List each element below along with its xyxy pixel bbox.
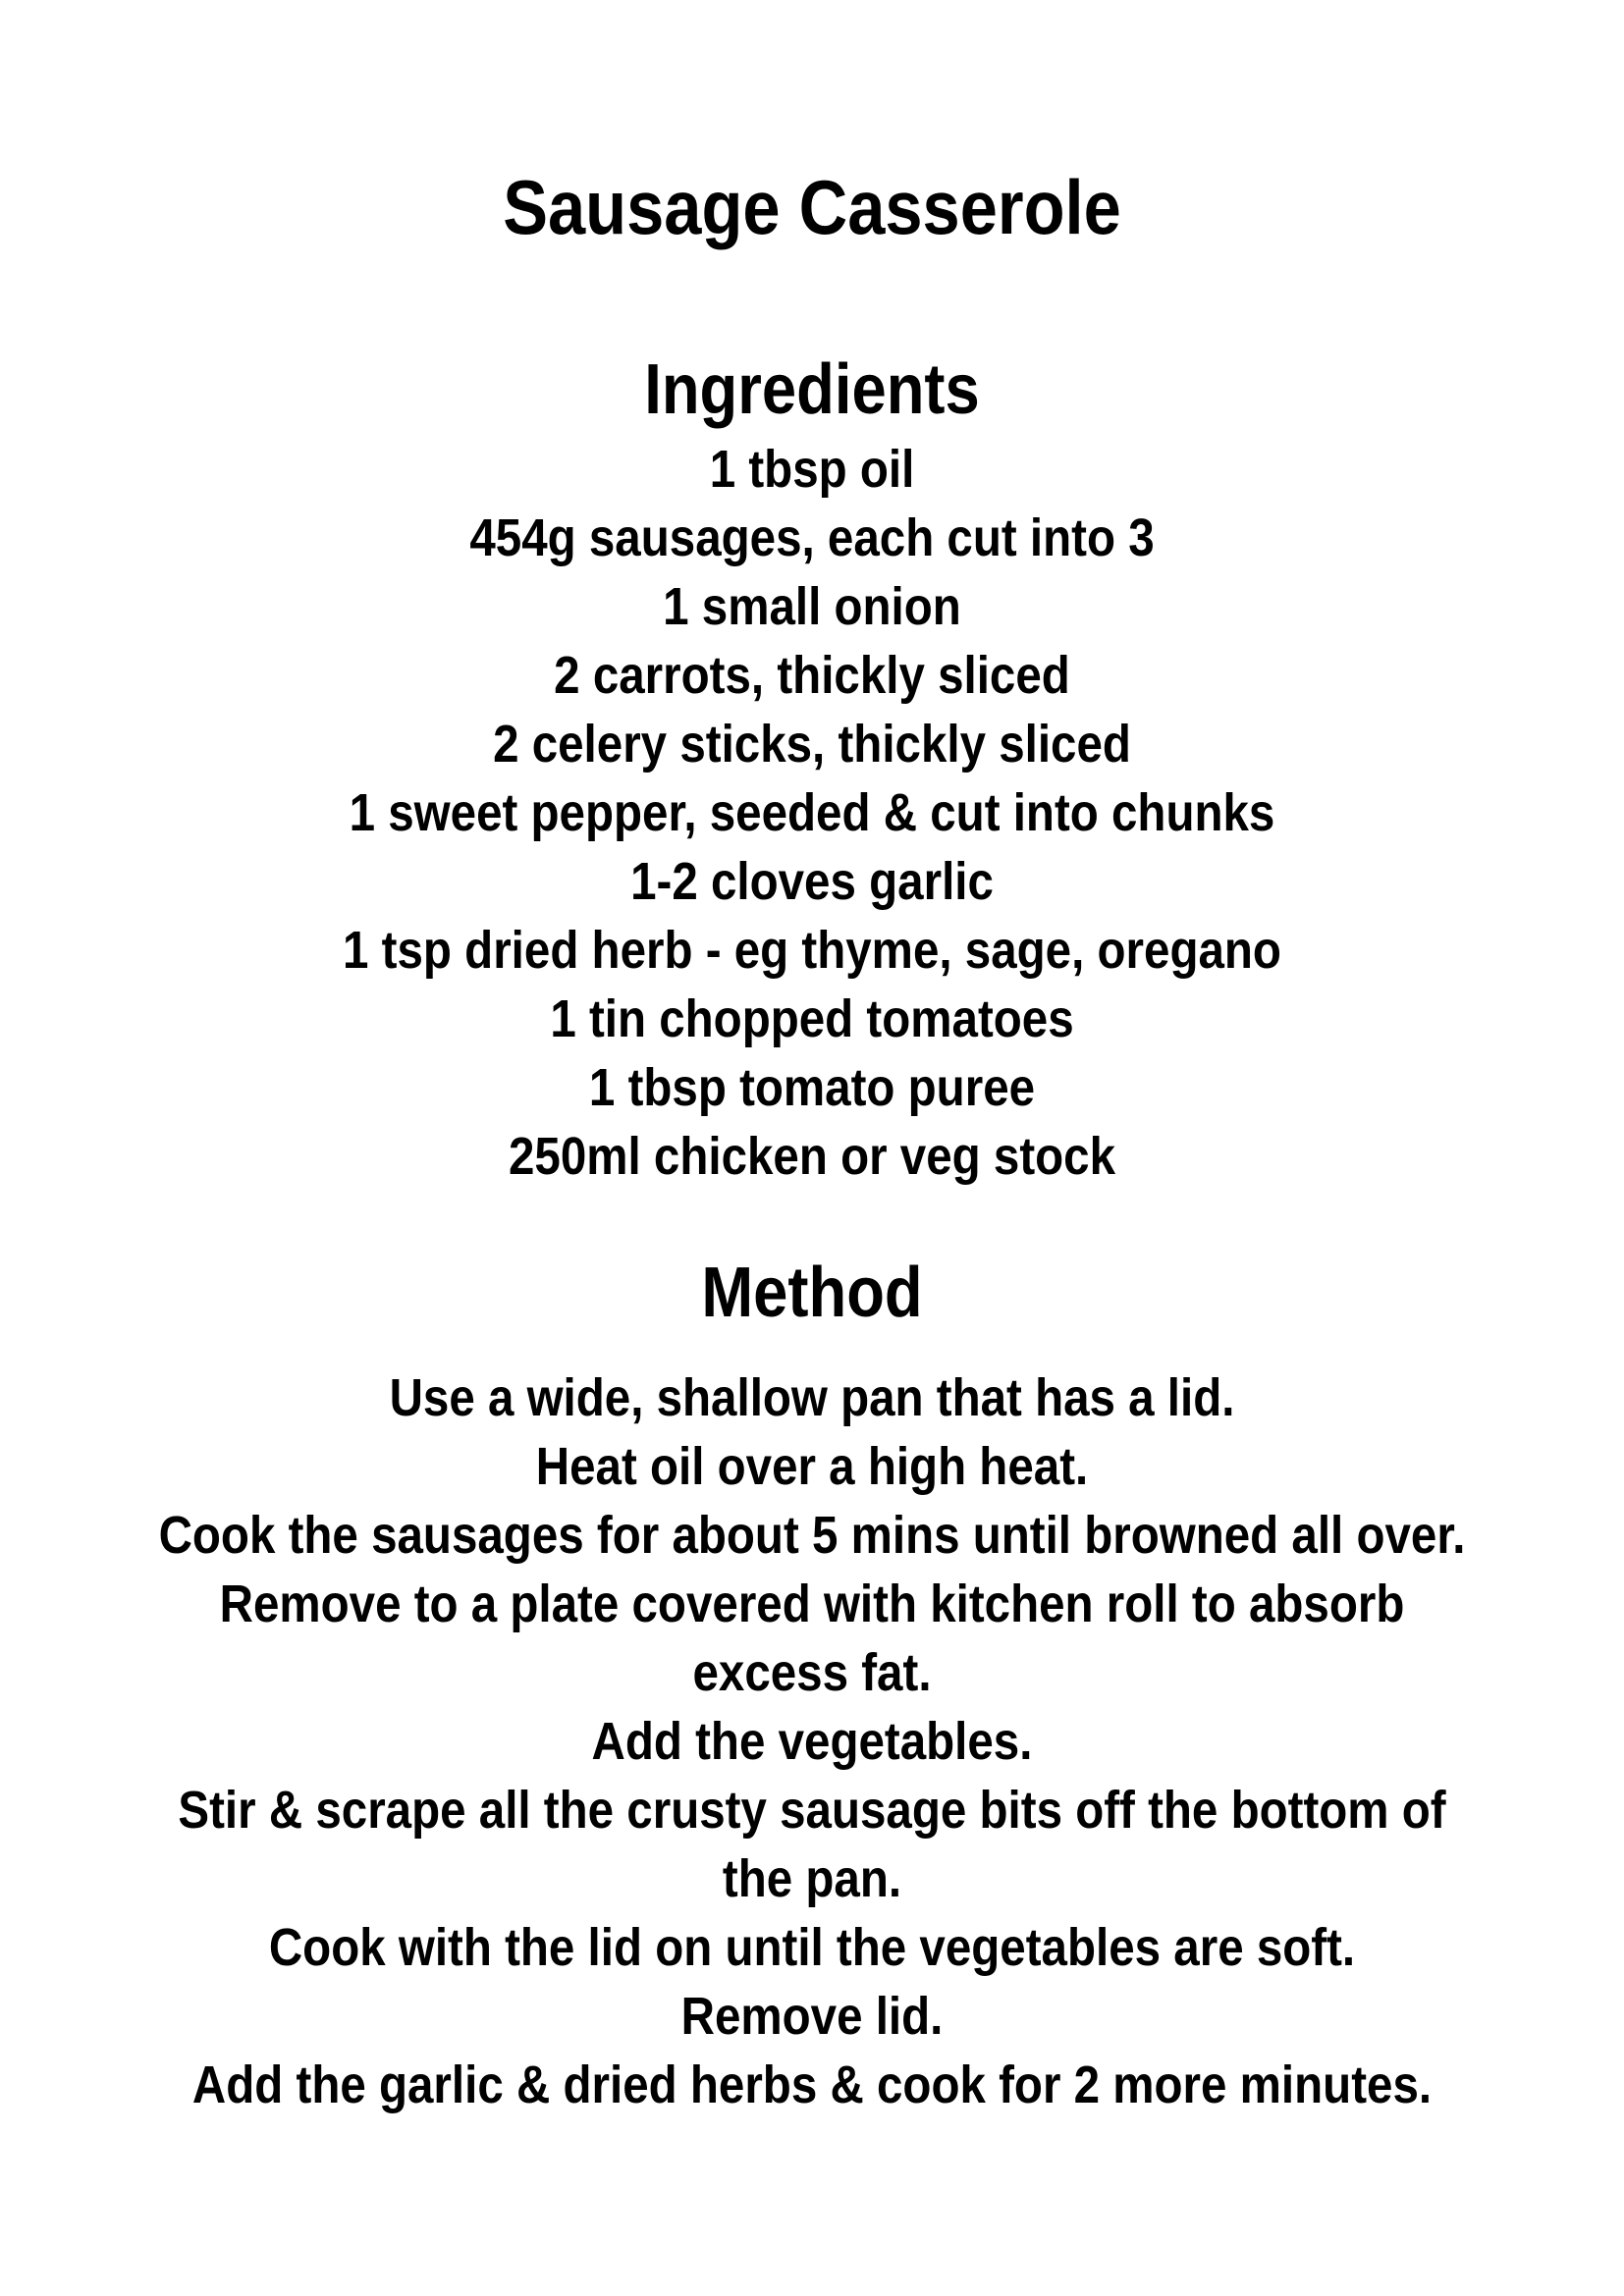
ingredient-line: 1 small onion bbox=[663, 577, 961, 636]
method-heading: Method bbox=[701, 1254, 923, 1332]
ingredient-line: 1 tbsp tomato puree bbox=[588, 1058, 1036, 1117]
method-line: Use a wide, shallow pan that has a lid. bbox=[389, 1368, 1235, 1427]
method-line: Add the vegetables. bbox=[591, 1712, 1033, 1771]
method-line: Heat oil over a high heat. bbox=[535, 1437, 1089, 1496]
method-line: the pan. bbox=[722, 1849, 902, 1908]
ingredient-line: 1 tbsp oil bbox=[709, 440, 915, 499]
ingredient-line: 1 tsp dried herb - eg thyme, sage, oregano bbox=[343, 921, 1281, 980]
method-line: Remove lid. bbox=[680, 1987, 944, 2046]
method-line: Remove to a plate covered with kitchen roll to absorb bbox=[219, 1575, 1405, 1633]
ingredient-line: 2 carrots, thickly sliced bbox=[554, 646, 1070, 705]
ingredient-line: 454g sausages, each cut into 3 bbox=[469, 508, 1155, 567]
ingredient-line: 1 sweet pepper, seeded & cut into chunks bbox=[349, 783, 1275, 842]
method-line: Add the garlic & dried herbs & cook for 2 more minutes. bbox=[191, 2056, 1433, 2114]
ingredient-line: 250ml chicken or veg stock bbox=[508, 1127, 1116, 1186]
method-line: Cook with the lid on until the vegetables are soft. bbox=[268, 1918, 1356, 1977]
ingredient-line: 1 tin chopped tomatoes bbox=[550, 989, 1074, 1048]
method-line: Stir & scrape all the crusty sausage bits off the bottom of bbox=[178, 1781, 1446, 1840]
method-line: excess fat. bbox=[692, 1643, 932, 1702]
ingredient-line: 2 celery sticks, thickly sliced bbox=[493, 715, 1131, 774]
method-list bbox=[0, 1363, 1624, 2119]
recipe-title: Sausage Casserole bbox=[503, 164, 1121, 250]
ingredients-list bbox=[0, 435, 1624, 1191]
method-line: Cook the sausages for about 5 mins until browned all over. bbox=[158, 1506, 1466, 1565]
ingredient-line: 1-2 cloves garlic bbox=[630, 852, 994, 911]
ingredients-heading: Ingredients bbox=[644, 350, 980, 429]
